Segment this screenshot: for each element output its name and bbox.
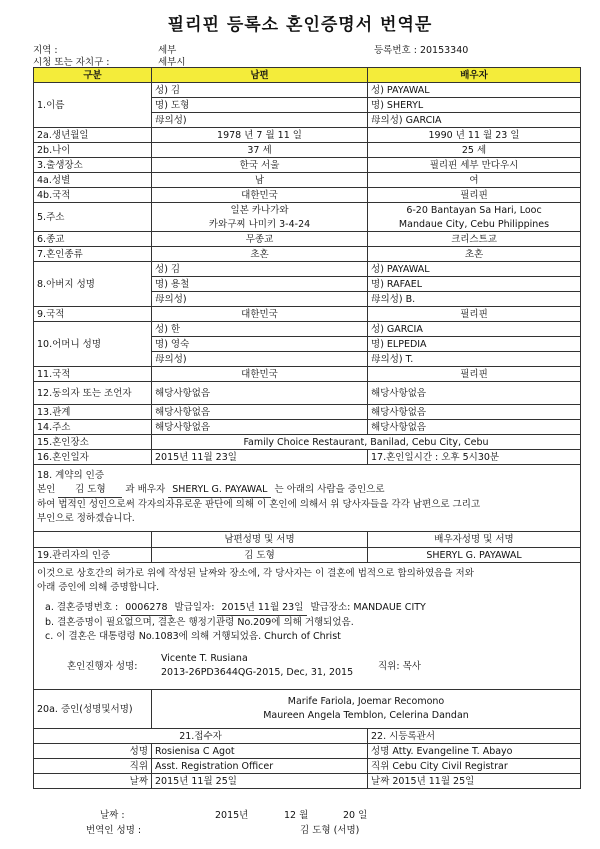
issue-date-label: 발급일자: (174, 602, 215, 613)
relation-label: 13.관계 (34, 405, 152, 420)
wife-mother-given: 명) ELPEDIA (368, 337, 581, 352)
religion-label: 6.종교 (34, 232, 152, 247)
officiant-paragraph-2: 아래 증인에 의해 증명합니다. (37, 582, 160, 593)
wife-father-given: 명) RAFAEL (368, 277, 581, 292)
consent-row (34, 382, 581, 405)
husband-surname: 성) 김 (152, 83, 368, 98)
wife-father-nationality: 필리핀 (368, 307, 581, 322)
consent-label: 12.동의자 또는 조언자 (34, 382, 152, 405)
officiant-license: 2013-26PD3644QG-2015, Dec, 31, 2015 (161, 667, 354, 678)
footer-month: 12 월 (284, 810, 309, 821)
father-label: 8.아버지 성명 (34, 262, 152, 307)
certificate-info-a (37, 601, 577, 616)
wife-mother-nationality: 필리핀 (368, 367, 581, 382)
husband-address-line-1: 일본 카나가와 (152, 203, 368, 218)
translator-label: 번역인 성명 : (86, 825, 142, 836)
husband-mother-nationality: 대한민국 (152, 367, 368, 382)
registration-number: 등록번호 : 20153340 (374, 45, 469, 56)
contract-line-2 (37, 483, 577, 498)
document-title: 필리핀 등록소 혼인증명서 번역문 (167, 15, 433, 35)
contract-wife-name: SHERYL G. PAYAWAL (168, 483, 271, 498)
contract-line-3: 하여 법적인 성인으로써 각자의자유로운 판단에 의해 이 혼인에 의해서 위 당사자들을 각각 남편으로 그리고 (37, 499, 481, 510)
region-label: 지역 : (33, 45, 58, 56)
mother-nationality-row (34, 367, 581, 382)
region-value: 세부 (158, 45, 177, 56)
husband-signature-header: 남편성명 및 서명 (152, 532, 368, 548)
husband-sex: 남 (152, 173, 368, 188)
marriage-type-label: 7.혼인종류 (34, 247, 152, 262)
officiant-block (37, 652, 577, 682)
wife-given-name: 명) SHERYL (368, 98, 581, 113)
husband-consent-address: 해당사항없음 (152, 420, 368, 435)
officiant-wife-name: SHERYL G. PAYAWAL (368, 548, 581, 563)
receiver-name-row (34, 744, 581, 759)
wife-father-surname: 성) PAYAWAL (368, 262, 581, 277)
birthplace-row (34, 158, 581, 173)
contract-husband-name: 김 도형 (58, 483, 122, 498)
mother-nationality-label: 11.국적 (34, 367, 152, 382)
wife-mother-surname-2: 성) GARCIA (368, 322, 581, 337)
address-label: 5.주소 (34, 203, 152, 232)
marriage-place-label: 15.혼인장소 (34, 435, 152, 450)
wife-consent: 해당사항없음 (368, 382, 581, 405)
wife-sex: 여 (368, 173, 581, 188)
contract-witness-text: 는 아래의 사람을 증인으로 (274, 484, 385, 495)
wife-relation: 해당사항없음 (368, 405, 581, 420)
sex-row (34, 173, 581, 188)
receiver-position-row (34, 759, 581, 774)
marriage-certificate-table (33, 67, 581, 789)
officiant-details (34, 563, 581, 690)
certificate-number-label: a. 결혼증명번호 : (45, 602, 119, 613)
wife-mother-surname: 母의성) GARCIA (368, 113, 581, 128)
city-value: 세부시 (158, 57, 186, 68)
officiant-certification-row (34, 548, 581, 563)
officiant-details-row (34, 563, 581, 690)
wife-address-line-2: Mandaue City, Cebu Philippines (368, 217, 581, 232)
header-row (34, 68, 581, 83)
husband-mother-mother: 母의성) (152, 352, 368, 367)
husband-consent: 해당사항없음 (152, 382, 368, 405)
receiver-label: 21.접수자 (34, 729, 368, 744)
consent-address-label: 14.주소 (34, 420, 152, 435)
marriage-date-value: 2015년 11월 23일 (152, 450, 368, 465)
officiant-paragraph-1: 이것으로 상호간의 허가로 위에 작성된 날짜와 장소에, 각 당사자는 이 결혼에 법적으로 합의하였음을 저와 (37, 568, 474, 579)
registrar-position: 직위 Cebu City Civil Registrar (368, 759, 581, 774)
issue-date: 2015년 11월 23일 (217, 601, 307, 616)
birthdate-label: 2a.생년월일 (34, 128, 152, 143)
marriage-time: 17.혼인일시간 : 오후 5시30분 (368, 450, 581, 465)
father-row-1 (34, 262, 581, 277)
receiver-date-row (34, 774, 581, 789)
marriage-type-row (34, 247, 581, 262)
officiant-husband-name: 김 도형 (152, 548, 368, 563)
consent-address-row (34, 420, 581, 435)
wife-nationality: 필리핀 (368, 188, 581, 203)
witness-names-line-1: Marife Fariola, Joemar Recomono (287, 696, 445, 707)
father-nationality-label: 9.국적 (34, 307, 152, 322)
name-row-1 (34, 83, 581, 98)
wife-signature-header: 배우자성명 및 서명 (368, 532, 581, 548)
receiver-date: 2015년 11월 25일 (152, 774, 368, 789)
husband-age: 37 세 (152, 143, 368, 158)
father-nationality-row (34, 307, 581, 322)
mother-row-1 (34, 322, 581, 337)
contract-certification (34, 465, 581, 532)
registrar-name: 성명 Atty. Evangeline T. Abayo (368, 744, 581, 759)
witness-row (34, 690, 581, 729)
wife-address-line-1: 6-20 Bantayan Sa Hari, Looc (368, 203, 581, 218)
husband-given-name: 명) 도형 (152, 98, 368, 113)
husband-mother-given: 명) 영숙 (152, 337, 368, 352)
relation-row (34, 405, 581, 420)
age-row (34, 143, 581, 158)
husband-father-given: 명) 용철 (152, 277, 368, 292)
marriage-place-row (34, 435, 581, 450)
birthdate-row (34, 128, 581, 143)
marriage-date-row (34, 450, 581, 465)
registry-office-label: 22. 시등록관서 (368, 729, 581, 744)
wife-consent-address: 해당사항없음 (368, 420, 581, 435)
wife-age: 25 세 (368, 143, 581, 158)
header-husband: 남편 (152, 68, 368, 83)
religion-row (34, 232, 581, 247)
certificate-info-b: b. 결혼증명이 필요없으며, 결혼은 행정기관령 No.209에 의해 거행되었음. (45, 617, 354, 628)
witness-names (152, 690, 581, 729)
address-row-1 (34, 203, 581, 218)
city-label: 시청 또는 자치구 : (33, 57, 110, 68)
certificate-info-c: c. 이 결혼은 대통령령 No.1083에 의해 거행되었음. Church of Christ (45, 631, 341, 642)
name-label: 1.이름 (34, 83, 152, 128)
marriage-date-label: 16.혼인일자 (34, 450, 152, 465)
husband-marriage-type: 초혼 (152, 247, 368, 262)
witness-label: 20a. 증인(성명및서명) (34, 690, 152, 729)
contract-line-4: 부인으로 정하겠습니다. (37, 513, 135, 524)
wife-religion: 크리스트교 (368, 232, 581, 247)
contract-self-label: 본인 (37, 484, 56, 495)
husband-nationality: 대한민국 (152, 188, 368, 203)
receiver-header-row (34, 729, 581, 744)
husband-father-nationality: 대한민국 (152, 307, 368, 322)
husband-father-mother: 母의성) (152, 292, 368, 307)
registrar-date: 날짜 2015년 11월 25일 (368, 774, 581, 789)
sex-label: 4a.성별 (34, 173, 152, 188)
officiant-certification-label: 19.관리자의 인증 (34, 548, 152, 563)
certificate-number: 0006278 (121, 601, 171, 616)
contract-certification-row (34, 465, 581, 532)
footer-day: 20 일 (343, 810, 368, 821)
contract-spouse-label: 과 배우자 (125, 484, 166, 495)
wife-surname: 성) PAYAWAL (368, 83, 581, 98)
header-category: 구분 (34, 68, 152, 83)
footer-date-label: 날짜 : (100, 810, 125, 821)
receiver-name: Rosienisa C Agot (152, 744, 368, 759)
translator-name: 김 도형 (서명) (300, 825, 360, 836)
husband-religion: 무종교 (152, 232, 368, 247)
husband-mother-surname: 母의성) (152, 113, 368, 128)
signature-header-row (34, 532, 581, 548)
issue-place: 발급장소: MANDAUE CITY (310, 602, 426, 613)
footer-year: 2015년 (215, 810, 249, 821)
husband-relation: 해당사항없음 (152, 405, 368, 420)
receiver-name-label: 성명 (34, 744, 152, 759)
nationality-row (34, 188, 581, 203)
husband-address-line-2: 카와구찌 나미키 3-4-24 (152, 217, 368, 232)
officiant-label: 혼인진행자 성명: (67, 661, 138, 672)
mother-label: 10.어머니 성명 (34, 322, 152, 367)
age-label: 2b.나이 (34, 143, 152, 158)
husband-mother-surname-2: 성) 한 (152, 322, 368, 337)
husband-birthplace: 한국 서울 (152, 158, 368, 173)
husband-birthdate: 1978 년 7 월 11 일 (152, 128, 368, 143)
officiant-name: Vicente T. Rusiana (161, 653, 248, 664)
husband-father-surname: 성) 김 (152, 262, 368, 277)
receiver-date-label: 날짜 (34, 774, 152, 789)
nationality-label: 4b.국적 (34, 188, 152, 203)
officiant-position: 직위: 목사 (378, 661, 421, 672)
wife-marriage-type: 초혼 (368, 247, 581, 262)
wife-birthdate: 1990 년 11 월 23 일 (368, 128, 581, 143)
wife-mother-mother: 母의성) T. (368, 352, 581, 367)
contract-title: 18. 계약의 인증 (37, 470, 105, 481)
wife-father-mother: 母의성) B. (368, 292, 581, 307)
witness-names-line-2: Maureen Angela Temblon, Celerina Dandan (263, 710, 469, 721)
marriage-place-value: Family Choice Restaurant, Banilad, Cebu City, Cebu (152, 435, 581, 450)
header-wife: 배우자 (368, 68, 581, 83)
receiver-position: Asst. Registration Officer (152, 759, 368, 774)
birthplace-label: 3.출생장소 (34, 158, 152, 173)
wife-birthplace: 필리핀 세부 만다우시 (368, 158, 581, 173)
receiver-position-label: 직위 (34, 759, 152, 774)
